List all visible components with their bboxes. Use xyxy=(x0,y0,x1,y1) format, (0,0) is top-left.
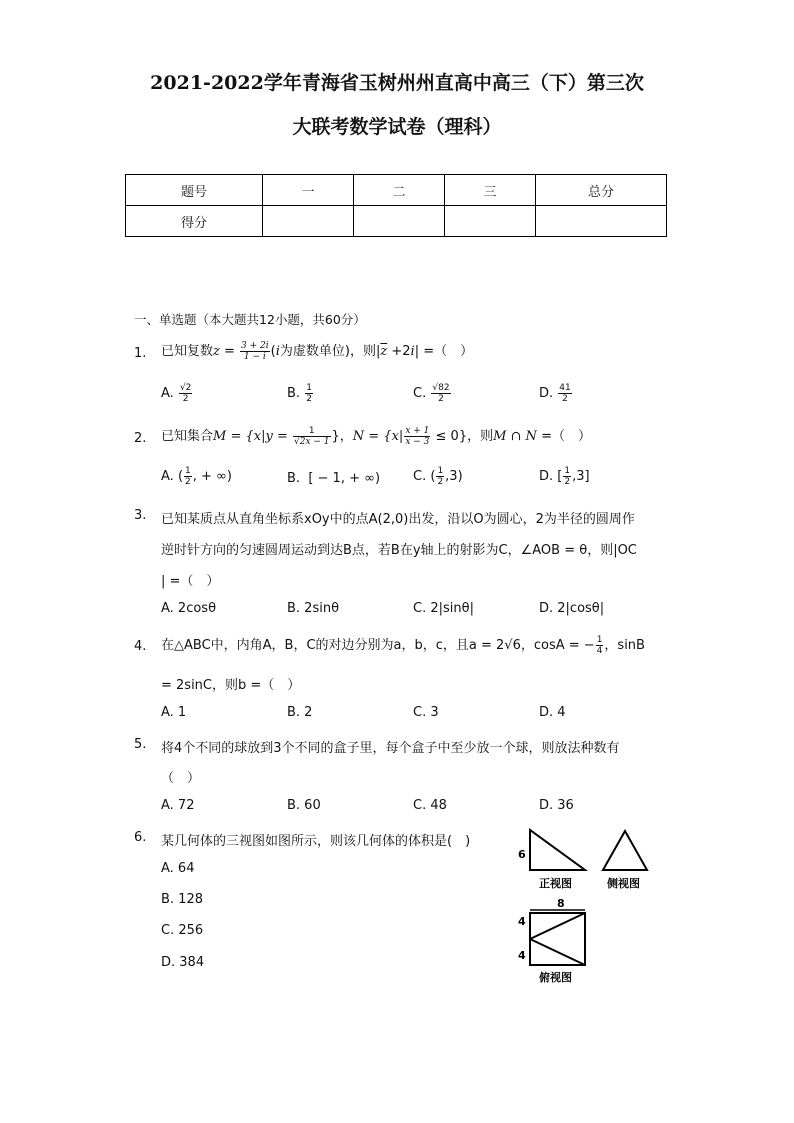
math: $\overline{z}$ xyxy=(380,344,388,359)
fraction xyxy=(596,635,604,656)
q6-option-c[interactable]: C. 256 xyxy=(161,923,204,938)
text: [ − 1, + ∞) xyxy=(308,471,381,486)
q3-option-d[interactable]: D. 2|cosθ| xyxy=(539,601,605,616)
section-heading: 一、单选题（本大题共12小题，共60分） xyxy=(134,312,366,327)
score-header-cell: 题号 xyxy=(126,175,263,206)
text: ( xyxy=(270,344,276,359)
q5-option-d[interactable]: D. 36 xyxy=(539,798,574,813)
math: z xyxy=(213,344,220,359)
q3-option-b[interactable]: B. 2sinθ xyxy=(287,601,340,616)
q3-option-c[interactable]: C. 2|sinθ| xyxy=(413,601,474,616)
score-table-row xyxy=(126,206,667,237)
frac-den: 1 − i xyxy=(243,352,266,362)
text: 已知复数 xyxy=(161,344,214,359)
text: ( xyxy=(430,469,436,484)
question-1-stem xyxy=(161,340,473,362)
q2-option-a[interactable] xyxy=(161,466,232,487)
frac-num: 1 xyxy=(564,466,571,476)
text: | =（ ） xyxy=(414,344,474,359)
option-letter: C. xyxy=(413,469,427,484)
frac-den: 2 xyxy=(437,477,444,487)
text: ≤ 0}，则 xyxy=(431,429,494,444)
question-number: 6. xyxy=(134,830,147,845)
frac-num: √2 xyxy=(179,383,192,393)
fraction xyxy=(293,426,331,447)
math: i xyxy=(275,344,280,359)
score-table xyxy=(125,174,667,237)
text: ( xyxy=(177,469,184,484)
frac-den: √2x − 1 xyxy=(293,437,330,447)
q3-option-a[interactable]: A. 2cosθ xyxy=(161,601,217,616)
q2-option-c[interactable] xyxy=(413,466,463,487)
q5-option-b[interactable]: B. 60 xyxy=(287,798,321,813)
math: = {x| xyxy=(364,429,404,444)
score-row-label: 得分 xyxy=(126,206,263,237)
question-number: 4. xyxy=(134,639,147,654)
question-5-line1: 将4个不同的球放到3个不同的盒子里，每个盒子中至少放一个球，则放法种数有 xyxy=(161,741,620,756)
text: 为虚数单位)，则 xyxy=(279,344,376,359)
q6-option-d[interactable]: D. 384 xyxy=(161,955,205,970)
q4-option-c[interactable]: C. 3 xyxy=(413,705,439,720)
side-view-label: 侧视图 xyxy=(607,877,640,890)
text: 已知集合 xyxy=(161,429,214,444)
frac-num: 1 xyxy=(185,466,191,476)
text: 在△ABC中，内角A，B，C的对边分别为a，b，c，且a = 2√6，cosA = − xyxy=(161,638,595,653)
math: = {x|y = xyxy=(226,429,292,444)
math: M ∩ N xyxy=(493,429,537,444)
frac-num: 1 xyxy=(596,635,603,645)
q5-option-c[interactable]: C. 48 xyxy=(413,798,447,813)
q1-option-c[interactable] xyxy=(413,383,452,404)
question-4-line1 xyxy=(161,634,645,656)
text: [ xyxy=(557,469,563,484)
text: | xyxy=(375,344,381,359)
q4-option-d[interactable]: D. 4 xyxy=(539,705,566,720)
top-view-rect xyxy=(530,913,585,965)
frac-den: 2 xyxy=(564,477,571,487)
text: , + ∞) xyxy=(192,469,232,484)
fraction xyxy=(240,341,270,362)
side-view-triangle xyxy=(603,831,647,870)
front-view-triangle xyxy=(530,830,585,870)
score-cell[interactable] xyxy=(536,206,667,237)
fraction xyxy=(404,426,430,447)
exam-title-line1: 2021-2022学年青海省玉树州州直高中高三（下）第三次 xyxy=(150,72,644,94)
top-view-diagonal-1 xyxy=(530,913,585,939)
math: M xyxy=(213,429,227,444)
score-cell[interactable] xyxy=(445,206,536,237)
question-3-line3: | =（ ） xyxy=(161,574,220,589)
frac-num: √82 xyxy=(432,383,450,393)
question-number: 5. xyxy=(134,737,147,752)
frac-den: 2 xyxy=(438,394,444,404)
frac-num: x + 1 xyxy=(405,426,430,436)
score-cell[interactable] xyxy=(263,206,354,237)
math: i xyxy=(410,344,415,359)
q2-option-b[interactable] xyxy=(287,471,380,486)
option-letter: A. xyxy=(161,386,174,401)
frac-den: 2 xyxy=(306,394,312,404)
frac-den: 2 xyxy=(562,394,568,404)
question-3-line2: 逆时针方向的匀速圆周运动到达B点，若B在y轴上的射影为C，∠AOB = θ，则|OC xyxy=(161,543,637,558)
frac-den: x − 3 xyxy=(405,437,430,447)
exam-title-line2: 大联考数学试卷（理科） xyxy=(292,116,502,138)
frac-num: 1 xyxy=(306,383,312,393)
frac-num: 1 xyxy=(293,426,331,437)
question-2-stem xyxy=(161,425,591,447)
q4-option-b[interactable]: B. 2 xyxy=(287,705,313,720)
text: = xyxy=(219,344,240,359)
option-letter: A. xyxy=(161,469,174,484)
text: ，sinB xyxy=(604,638,645,653)
question-4-line2: = 2sinC，则b =（ ） xyxy=(161,678,301,693)
option-letter: B. xyxy=(287,386,301,401)
score-header-cell: 二 xyxy=(354,175,445,206)
frac-num: 3 + 2i xyxy=(241,341,269,351)
q5-option-a[interactable]: A. 72 xyxy=(161,798,195,813)
top-width-label: 8 xyxy=(557,897,565,910)
score-header-cell: 总分 xyxy=(536,175,667,206)
top-h1-label: 4 xyxy=(518,915,526,928)
q1-option-d[interactable] xyxy=(539,383,573,404)
three-view-figure xyxy=(510,828,670,988)
question-3-line1: 已知某质点从直角坐标系xOy中的点A(2,0)出发，沿以O为圆心，2为半径的圆周作 xyxy=(161,512,635,527)
frac-num: 41 xyxy=(559,383,571,393)
text: ,3) xyxy=(445,469,463,484)
q4-option-a[interactable]: A. 1 xyxy=(161,705,187,720)
question-6-line1: 某几何体的三视图如图所示，则该几何体的体积是( ) xyxy=(161,834,471,849)
frac-den: 2 xyxy=(185,477,191,487)
question-number: 2. xyxy=(134,431,147,446)
q1-option-b[interactable] xyxy=(287,383,314,404)
question-number: 3. xyxy=(134,508,147,523)
q1-option-a[interactable] xyxy=(161,383,193,404)
text: =（ ） xyxy=(536,429,591,444)
option-letter: D. xyxy=(539,386,554,401)
q6-option-a[interactable]: A. 64 xyxy=(161,861,195,876)
option-letter: C. xyxy=(413,386,427,401)
option-letter: D. xyxy=(539,469,554,484)
score-header-cell: 三 xyxy=(445,175,536,206)
question-number: 1. xyxy=(134,346,147,361)
frac-den: 2 xyxy=(182,394,189,404)
q6-option-b[interactable]: B. 128 xyxy=(161,892,203,907)
top-h2-label: 4 xyxy=(518,949,526,962)
frac-num: 1 xyxy=(437,466,444,476)
top-view-diagonal-2 xyxy=(530,939,585,965)
score-header-cell: 一 xyxy=(263,175,354,206)
math: N xyxy=(352,429,365,444)
front-view-label: 正视图 xyxy=(539,877,572,890)
text: ,3] xyxy=(572,469,590,484)
score-cell[interactable] xyxy=(354,206,445,237)
text: }， xyxy=(331,429,353,444)
top-view-label: 俯视图 xyxy=(539,971,572,984)
score-table-header-row xyxy=(126,175,667,206)
question-5-line2: （ ） xyxy=(161,771,201,786)
option-letter: B. xyxy=(287,471,301,486)
q2-option-d[interactable] xyxy=(539,466,590,487)
frac-den: 4 xyxy=(596,646,603,656)
front-height-label: 6 xyxy=(518,848,526,861)
text: +2 xyxy=(387,344,411,359)
